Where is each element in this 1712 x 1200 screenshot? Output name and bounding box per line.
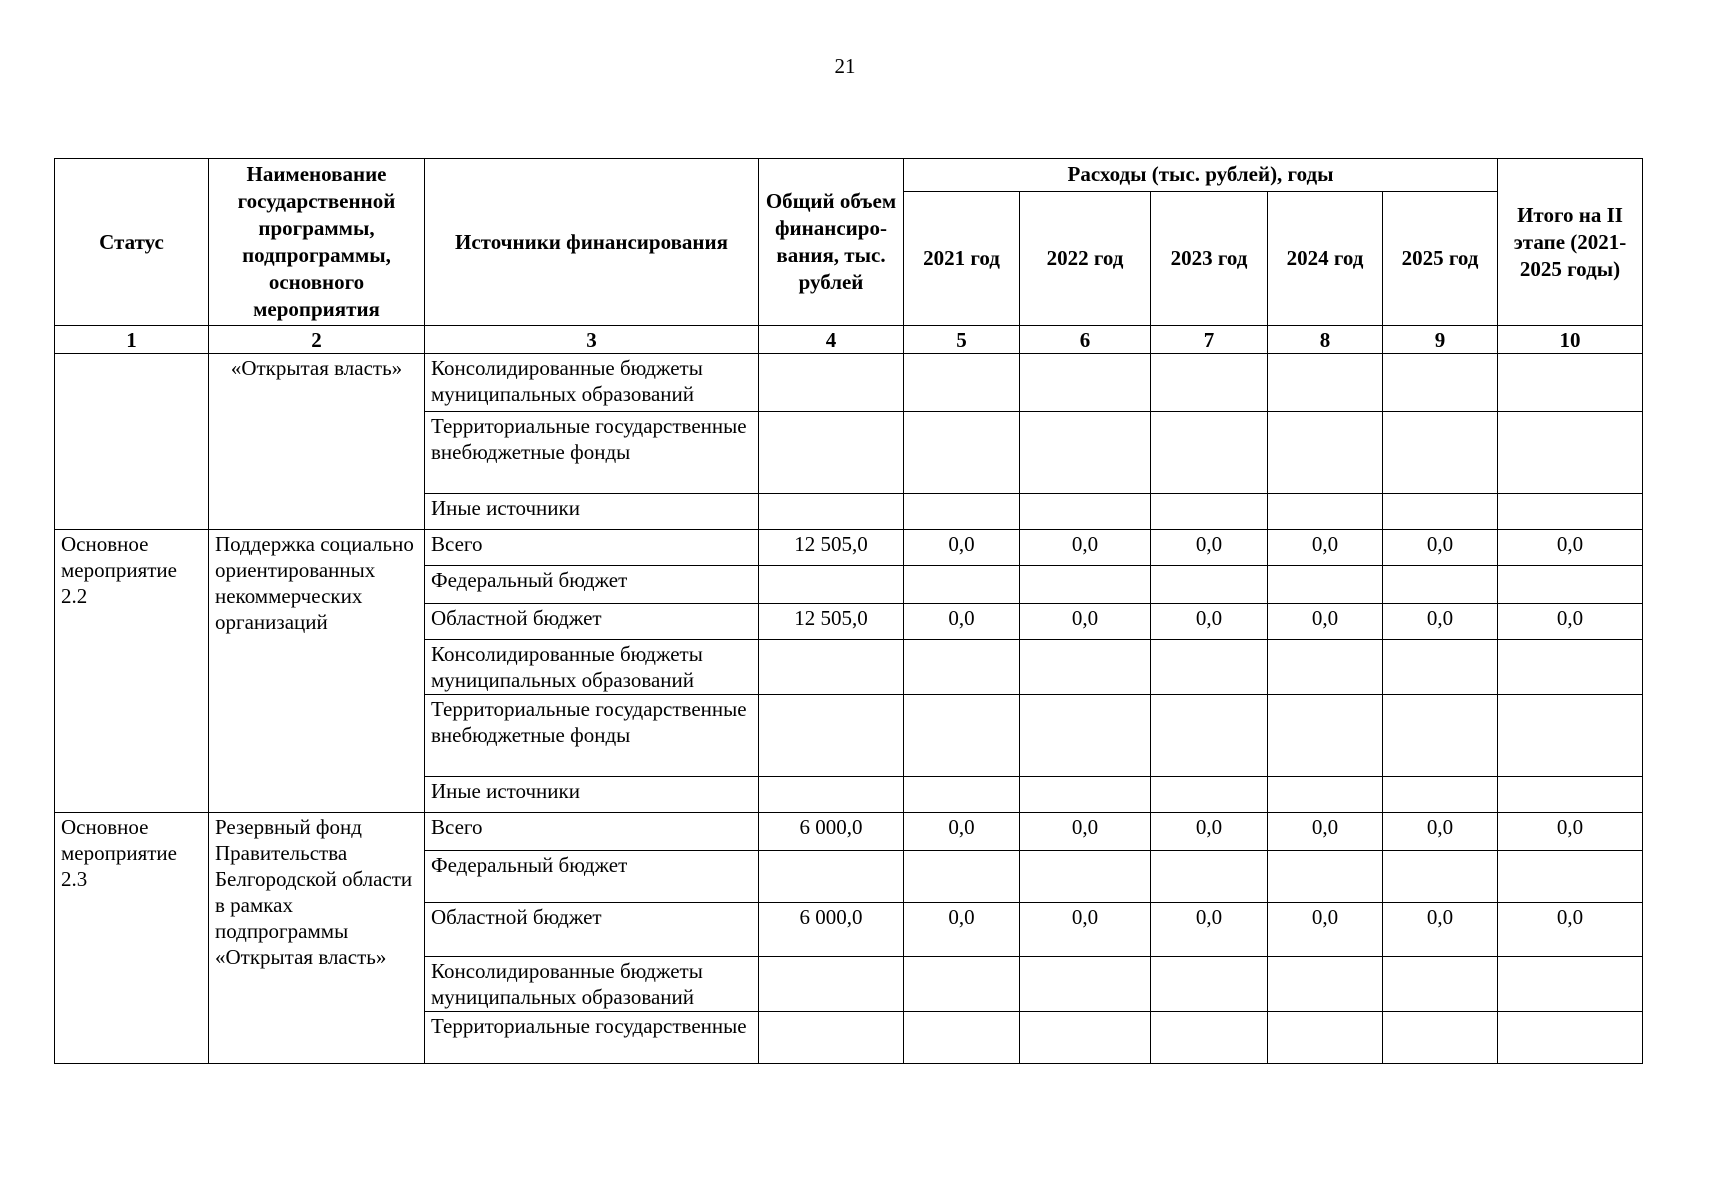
year-value-cell [1498,851,1643,903]
year-value-cell: 0,0 [904,530,1020,566]
year-value-cell [1151,640,1268,695]
total-value-cell [759,777,904,813]
year-value-cell [1383,777,1498,813]
funding-source-cell: Консолидированные бюджеты муниципальных образований [425,957,759,1012]
year-value-cell [904,566,1020,604]
year-value-cell: 0,0 [904,604,1020,640]
year-value-cell: 0,0 [1020,604,1151,640]
header-year-2021: 2021 год [904,191,1020,325]
year-value-cell [1498,957,1643,1012]
year-value-cell [1383,494,1498,530]
total-value-cell: 6 000,0 [759,903,904,957]
funding-source-cell: Территориальные государственные [425,1012,759,1064]
year-value-cell: 0,0 [1498,604,1643,640]
header-year-2023: 2023 год [1151,191,1268,325]
year-value-cell: 0,0 [1151,813,1268,851]
year-value-cell [1020,412,1151,494]
year-value-cell [1383,354,1498,412]
year-value-cell [1020,957,1151,1012]
year-value-cell [1498,354,1643,412]
header-total: Общий объем финансиро-вания, тыс. рублей [759,159,904,326]
column-number: 4 [759,326,904,354]
status-cell: Основное мероприятие 2.2 [55,530,209,813]
year-value-cell [904,695,1020,777]
year-value-cell [904,957,1020,1012]
total-value-cell [759,851,904,903]
funding-source-cell: Федеральный бюджет [425,851,759,903]
year-value-cell: 0,0 [1383,530,1498,566]
funding-source-cell: Федеральный бюджет [425,566,759,604]
year-value-cell [1268,777,1383,813]
program-name-cell: «Открытая власть» [209,354,425,530]
year-value-cell: 0,0 [904,813,1020,851]
total-value-cell [759,957,904,1012]
funding-source-cell: Областной бюджет [425,604,759,640]
year-value-cell [1268,566,1383,604]
year-value-cell [1151,777,1268,813]
table-row [55,530,1643,566]
total-value-cell: 12 505,0 [759,604,904,640]
year-value-cell [1020,566,1151,604]
year-value-cell: 0,0 [904,903,1020,957]
column-number: 7 [1151,326,1268,354]
year-value-cell [1383,1012,1498,1064]
year-value-cell [1151,494,1268,530]
year-value-cell [1268,695,1383,777]
year-value-cell [904,851,1020,903]
program-name-cell: Резервный фонд Правительства Белгородской области в рамках подпрограммы «Открытая власть» [209,813,425,1064]
year-value-cell: 0,0 [1151,530,1268,566]
year-value-cell: 0,0 [1383,604,1498,640]
year-value-cell [1268,354,1383,412]
year-value-cell: 0,0 [1151,903,1268,957]
year-value-cell [1268,412,1383,494]
total-value-cell [759,354,904,412]
year-value-cell [1151,412,1268,494]
year-value-cell: 0,0 [1268,530,1383,566]
table-row [55,813,1643,851]
year-value-cell: 0,0 [1498,813,1643,851]
year-value-cell [1020,1012,1151,1064]
year-value-cell [1020,494,1151,530]
header-name: Наименование государственной программы, подпрограммы, основного мероприятия [209,159,425,326]
year-value-cell [1151,1012,1268,1064]
year-value-cell [1151,851,1268,903]
year-value-cell [1020,640,1151,695]
funding-source-cell: Территориальные государственные внебюджетные фонды [425,412,759,494]
year-value-cell [904,777,1020,813]
total-value-cell [759,695,904,777]
header-sources: Источники финансирования [425,159,759,326]
column-number: 9 [1383,326,1498,354]
funding-source-cell: Областной бюджет [425,903,759,957]
year-value-cell [1498,1012,1643,1064]
funding-source-cell: Консолидированные бюджеты муниципальных образований [425,354,759,412]
year-value-cell: 0,0 [1498,530,1643,566]
funding-source-cell: Территориальные государственные внебюджетные фонды [425,695,759,777]
year-value-cell: 0,0 [1151,604,1268,640]
year-value-cell [1498,566,1643,604]
total-value-cell [759,640,904,695]
year-value-cell [1383,412,1498,494]
year-value-cell [1151,957,1268,1012]
year-value-cell [904,640,1020,695]
year-value-cell [1268,494,1383,530]
year-value-cell [1383,851,1498,903]
funding-source-cell: Иные источники [425,494,759,530]
year-value-cell: 0,0 [1268,903,1383,957]
year-value-cell: 0,0 [1498,903,1643,957]
total-value-cell [759,494,904,530]
status-cell: Основное мероприятие 2.3 [55,813,209,1064]
year-value-cell [1268,640,1383,695]
year-value-cell [1020,695,1151,777]
year-value-cell [1020,354,1151,412]
total-value-cell [759,566,904,604]
year-value-cell [1383,695,1498,777]
year-value-cell: 0,0 [1268,604,1383,640]
year-value-cell [1268,851,1383,903]
funding-source-cell: Всего [425,530,759,566]
year-value-cell [1151,695,1268,777]
total-value-cell: 12 505,0 [759,530,904,566]
year-value-cell [1498,412,1643,494]
funding-source-cell: Консолидированные бюджеты муниципальных образований [425,640,759,695]
header-stage-total: Итого на II этапе (2021-2025 годы) [1498,159,1643,326]
year-value-cell [904,1012,1020,1064]
column-number: 5 [904,326,1020,354]
budget-table [54,158,1643,1064]
header-status: Статус [55,159,209,326]
total-value-cell [759,412,904,494]
funding-source-cell: Всего [425,813,759,851]
year-value-cell [1383,640,1498,695]
year-value-cell [1151,566,1268,604]
header-year-2022: 2022 год [1020,191,1151,325]
total-value-cell [759,1012,904,1064]
year-value-cell: 0,0 [1383,813,1498,851]
header-year-2024: 2024 год [1268,191,1383,325]
year-value-cell: 0,0 [1383,903,1498,957]
program-name-cell: Поддержка социально ориентированных некоммерческих организаций [209,530,425,813]
year-value-cell: 0,0 [1268,813,1383,851]
year-value-cell [1383,957,1498,1012]
funding-source-cell: Иные источники [425,777,759,813]
status-cell [55,354,209,530]
year-value-cell [904,412,1020,494]
year-value-cell [1268,1012,1383,1064]
year-value-cell [1268,957,1383,1012]
year-value-cell: 0,0 [1020,813,1151,851]
column-number: 1 [55,326,209,354]
year-value-cell: 0,0 [1020,903,1151,957]
year-value-cell: 0,0 [1020,530,1151,566]
year-value-cell [1020,777,1151,813]
year-value-cell [1383,566,1498,604]
year-value-cell [1498,777,1643,813]
year-value-cell [1151,354,1268,412]
column-number: 2 [209,326,425,354]
header-year-2025: 2025 год [1383,191,1498,325]
column-number-row [55,326,1643,354]
year-value-cell [1498,494,1643,530]
year-value-cell [1020,851,1151,903]
page-number: 21 [834,54,856,78]
total-value-cell: 6 000,0 [759,813,904,851]
year-value-cell [904,354,1020,412]
column-number: 10 [1498,326,1643,354]
column-number: 3 [425,326,759,354]
year-value-cell [1498,695,1643,777]
year-value-cell [1498,640,1643,695]
table-row [55,354,1643,412]
column-number: 6 [1020,326,1151,354]
column-number: 8 [1268,326,1383,354]
header-expenses-group: Расходы (тыс. рублей), годы [904,159,1498,192]
year-value-cell [904,494,1020,530]
